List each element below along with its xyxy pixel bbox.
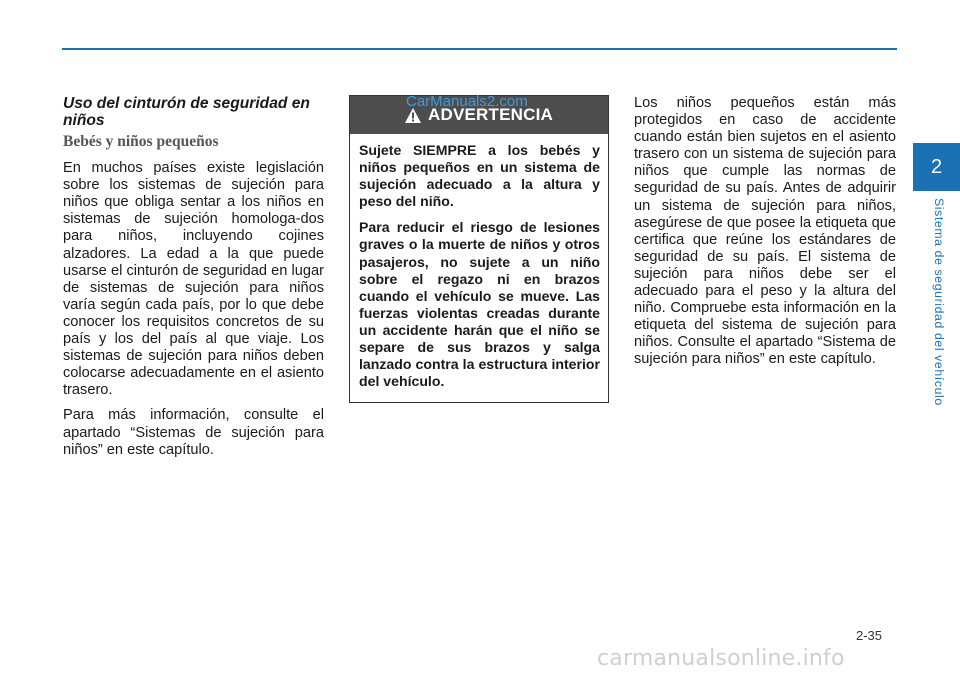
warning-title: ADVERTENCIA: [428, 105, 553, 124]
warning-body: [350, 134, 608, 390]
right-column: [634, 95, 896, 377]
section-heading: Uso del cinturón de seguridad en niños: [63, 95, 310, 129]
left-paragraph-2: Para más información, consulte el apartado “Sistemas de sujeción para niños” en este capítulo.: [63, 407, 324, 458]
right-paragraph-1: Los niños pequeños están más protegidos en caso de accidente cuando están bien sujetos en el asiento trasero con un sistema de sujeción para niños que cumple las normas de seguridad de su país. Antes de adquirir un sistema de sujeción para niños, asegúrese de que posee la etiqueta que certifica que reúne los estándares de seguridad de su país. El sistema de sujeción para niños debe ser el adecuado para el peso y la altura del niño. Compruebe esta información en la etiqueta del sistema de sujeción para niños. Consulte el apartado “Sistema de sujeción para niños” en este capítulo.: [634, 95, 896, 368]
watermark-text: CarManuals2.com: [406, 93, 528, 110]
chapter-tab: 2: [913, 143, 960, 191]
warning-box: [349, 95, 609, 403]
left-column: [63, 95, 324, 467]
warning-paragraph-1: Sujete SIEMPRE a los bebés y niños pequeños en un sistema de sujeción adecuado a la altura y peso del niño.: [359, 142, 600, 210]
section-subheading: Bebés y niños pequeños: [63, 133, 219, 150]
warning-paragraph-2: Para reducir el riesgo de lesiones graves o la muerte de niños y otros pasajeros, no sujete a un niño sobre el regazo ni en brazos cuando el vehículo se mueve. Las fuerzas violentas creadas durante un accidente harán que el niño se separe de sus brazos y salga lanzado contra la estructura interior del vehículo.: [359, 219, 600, 390]
page-number: 2-35: [856, 628, 883, 643]
left-paragraph-1: En muchos países existe legislación sobre los sistemas de sujeción para niños que obliga sentar a los niños en sistemas de sujeción homologa-dos para niños, incluyendo cojines alzadores. La edad a la que puede usarse el cinturón de seguridad en lugar de sistemas de sujeción para niños varía según cada país, por lo que debe conocer los requisitos concretos de su país y los del país al que viaje. Los sistemas de sujeción para niños deben colocarse adecuadamente en el asiento trasero.: [63, 160, 324, 399]
top-rule: [62, 48, 897, 50]
warning-header: [350, 93, 608, 134]
chapter-title: Sistema de seguridad del vehículo: [932, 198, 946, 406]
site-watermark: carmanualsonline.info: [597, 646, 845, 671]
